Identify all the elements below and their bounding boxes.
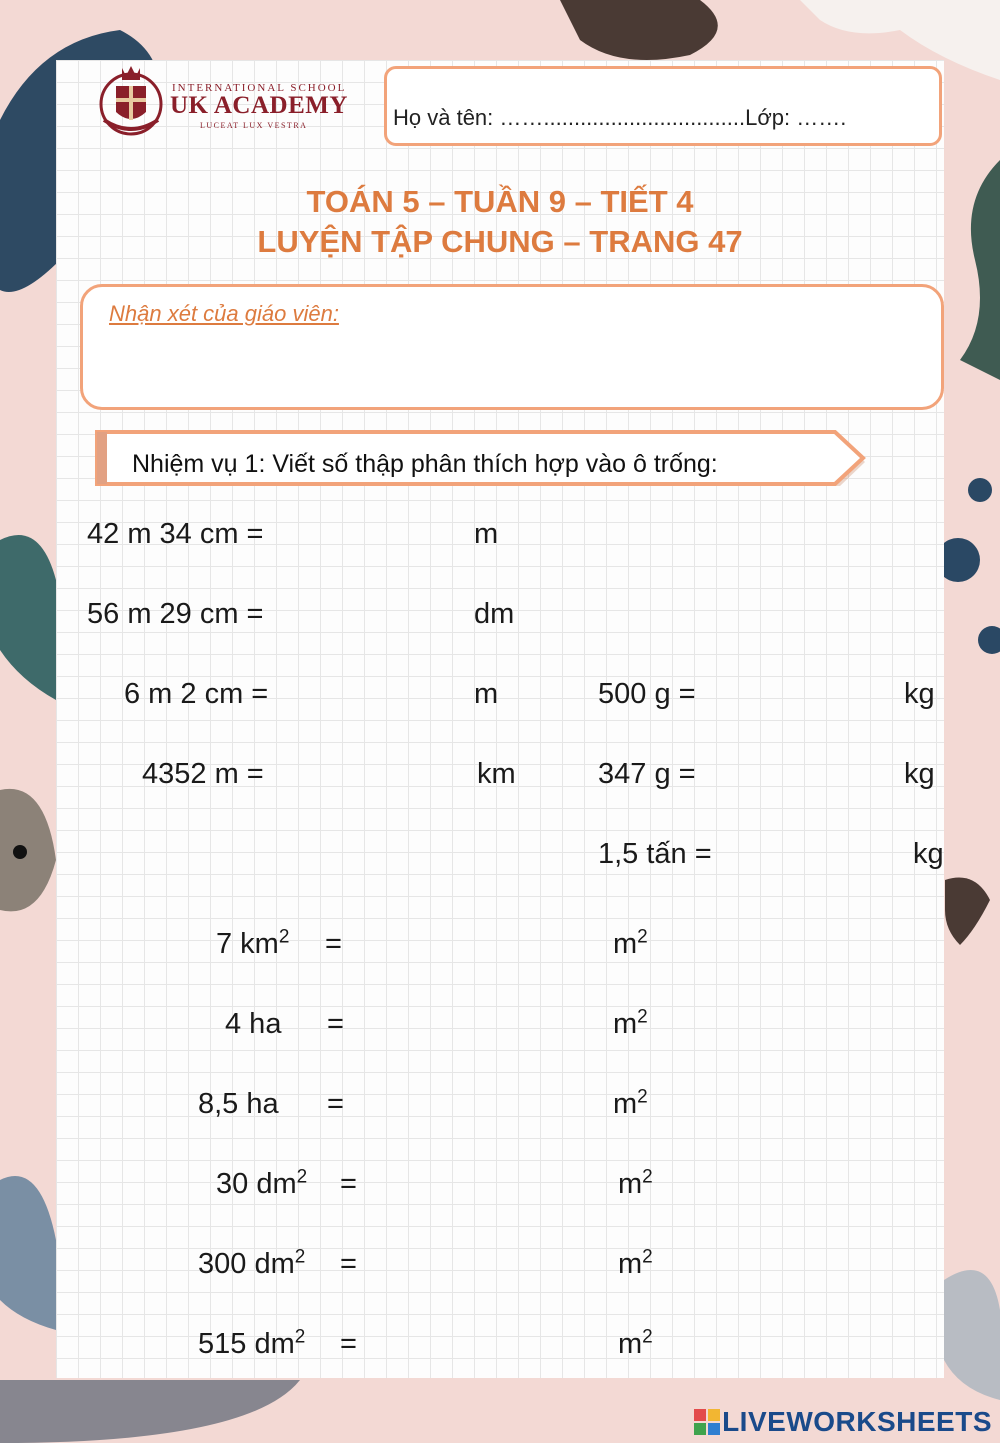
area-unit: $m^2$	[613, 926, 648, 960]
area-equals: =	[325, 928, 342, 960]
mass-unit: kg	[904, 678, 935, 710]
length-unit: dm	[474, 598, 515, 630]
length-expr: 6 m 2 cm =	[124, 678, 269, 710]
area-expr: 30 $dm^2$	[216, 1166, 308, 1200]
area-equals: =	[340, 1328, 357, 1360]
mass-unit: kg	[904, 758, 935, 790]
length-unit: m	[474, 518, 499, 550]
area-unit: $m^2$	[613, 1006, 648, 1040]
area-unit: $m^2$	[613, 1086, 648, 1120]
area-equals: =	[327, 1088, 344, 1120]
length-expr: 4352 m =	[142, 758, 264, 790]
area-equals: =	[340, 1168, 357, 1200]
logo-motto: LUCEAT LUX VESTRA	[200, 121, 308, 130]
logo-subtitle: INTERNATIONAL SCHOOL	[172, 82, 347, 94]
area-expr: 4 ha	[225, 1008, 282, 1040]
mass-unit: kg	[913, 838, 944, 870]
liveworksheets-icon	[694, 1409, 720, 1435]
page-subtitle: LUYỆN TẬP CHUNG – TRANG 47	[257, 224, 743, 259]
mass-expr: 1,5 tấn =	[598, 838, 712, 870]
brand-text: LIVEWORKSHEETS	[722, 1406, 992, 1437]
length-expr: 56 m 29 cm =	[87, 598, 264, 630]
area-unit: $m^2$	[618, 1166, 653, 1200]
area-expr: 300 $dm^2$	[198, 1246, 306, 1280]
teacher-comment-label: Nhận xét của giáo viên:	[109, 301, 339, 326]
logo-name: UK ACADEMY	[170, 92, 348, 119]
area-unit: $m^2$	[618, 1246, 653, 1280]
area-expr: 515 $dm^2$	[198, 1326, 306, 1360]
area-equals: =	[340, 1248, 357, 1280]
liveworksheets-brand[interactable]	[694, 1407, 992, 1437]
area-equals: =	[327, 1008, 344, 1040]
length-expr: 42 m 34 cm =	[87, 518, 264, 550]
task1-heading: Nhiệm vụ 1: Viết số thập phân thích hợp vào ô trống:	[132, 450, 718, 478]
student-info-box[interactable]	[384, 66, 942, 146]
school-crest-icon	[96, 62, 166, 142]
length-unit: m	[474, 678, 499, 710]
student-name-label: Họ và tên: …….................................Lớp: …….	[393, 105, 847, 130]
area-unit: $m^2$	[618, 1326, 653, 1360]
school-logo	[96, 62, 356, 142]
mass-expr: 347 g =	[598, 758, 696, 790]
area-expr: 8,5 ha	[198, 1088, 279, 1120]
teacher-comment-box	[80, 284, 944, 410]
area-expr: 7 $km^2$	[216, 926, 290, 960]
page-title: TOÁN 5 – TUẦN 9 – TIẾT 4	[306, 184, 694, 219]
mass-expr: 500 g =	[598, 678, 696, 710]
length-unit: km	[477, 758, 516, 790]
